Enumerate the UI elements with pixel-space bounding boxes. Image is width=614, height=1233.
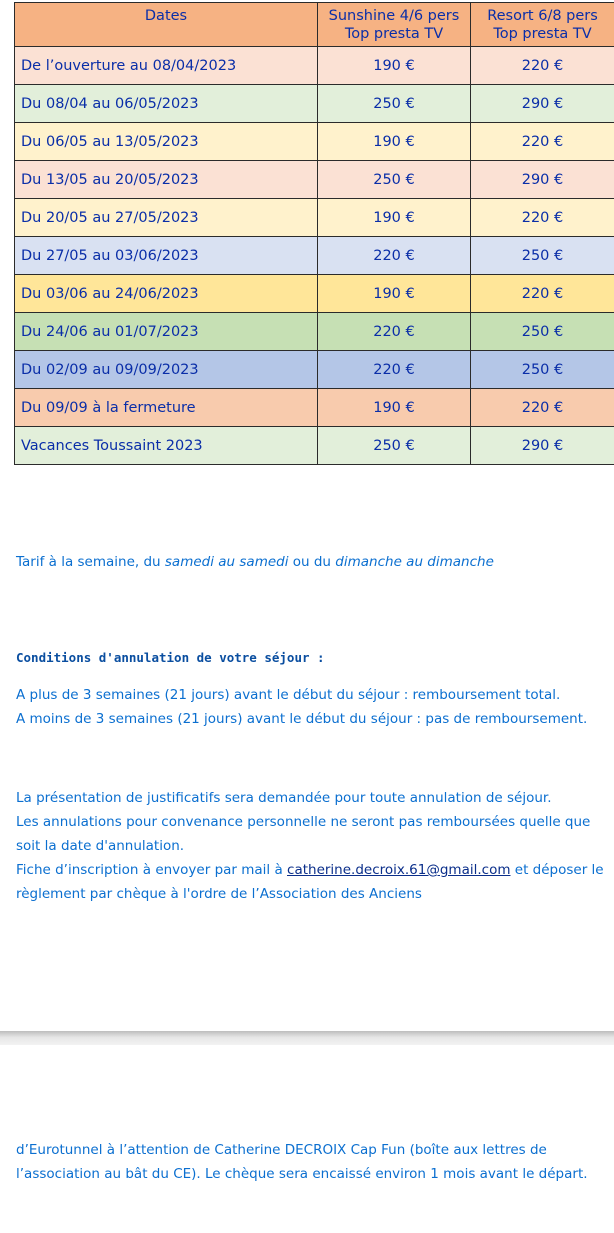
conditions-line4: Les annulations pour convenance personnelle ne seront pas remboursées quelle que soit la date d'annulation. <box>16 814 591 854</box>
conditions-title: Conditions d'annulation de votre séjour : <box>16 650 325 665</box>
cell-resort-price: 250 € <box>471 351 614 389</box>
cell-resort-price: 220 € <box>471 275 614 313</box>
table-row <box>15 85 614 123</box>
cell-dates: Du 13/05 au 20/05/2023 <box>15 161 318 199</box>
table-row <box>15 47 614 85</box>
cell-sunshine-price: 220 € <box>318 351 471 389</box>
cell-dates: Du 09/09 à la fermeture <box>15 389 318 427</box>
cell-dates: Vacances Toussaint 2023 <box>15 427 318 465</box>
cell-dates: Du 02/09 au 09/09/2023 <box>15 351 318 389</box>
cell-sunshine-price: 190 € <box>318 275 471 313</box>
table-row <box>15 237 614 275</box>
cell-sunshine-price: 250 € <box>318 85 471 123</box>
fiche-prefix: Fiche d’inscription à envoyer par mail à <box>16 862 288 878</box>
cell-sunshine-price: 220 € <box>318 237 471 275</box>
conditions-justification <box>16 786 612 858</box>
cell-resort-price: 290 € <box>471 427 614 465</box>
fiche-suffix: et déposer le règlement par chèque à l'ordre de l’Association des Anciens <box>16 862 604 902</box>
registration-instructions <box>16 858 612 906</box>
table-row <box>15 199 614 237</box>
cell-sunshine-price: 190 € <box>318 199 471 237</box>
cell-resort-price: 250 € <box>471 313 614 351</box>
conditions-line3: La présentation de justificatifs sera demandée pour toute annulation de séjour. <box>16 790 552 806</box>
cell-dates: Du 03/06 au 24/06/2023 <box>15 275 318 313</box>
conditions-line2: A moins de 3 semaines (21 jours) avant le début du séjour : pas de remboursement. <box>16 711 588 727</box>
cell-dates: Du 20/05 au 27/05/2023 <box>15 199 318 237</box>
final-paragraph: d’Eurotunnel à l’attention de Catherine DECROIX Cap Fun (boîte aux lettres de l’association au bât du CE). Le chèque sera encaissé environ 1 mois avant le départ. <box>16 1142 588 1182</box>
note-em2: dimanche au dimanche <box>335 554 494 570</box>
cell-sunshine-price: 190 € <box>318 123 471 161</box>
cell-sunshine-price: 250 € <box>318 427 471 465</box>
cell-sunshine-price: 220 € <box>318 313 471 351</box>
note-prefix: Tarif à la semaine, du <box>16 554 165 570</box>
header-sunshine-line1: Sunshine 4/6 pers <box>328 8 460 24</box>
cell-sunshine-price: 250 € <box>318 161 471 199</box>
header-resort-line1: Resort 6/8 pers <box>487 8 598 24</box>
cell-dates: Du 08/04 au 06/05/2023 <box>15 85 318 123</box>
cell-resort-price: 220 € <box>471 199 614 237</box>
weekly-rate-note <box>16 550 612 574</box>
price-table <box>14 2 614 465</box>
cell-resort-price: 250 € <box>471 237 614 275</box>
cell-dates: Du 27/05 au 03/06/2023 <box>15 237 318 275</box>
email-link[interactable]: catherine.decroix.61@gmail.com <box>287 862 511 878</box>
header-resort <box>471 3 614 47</box>
table-header-row <box>15 3 614 47</box>
table-row <box>15 123 614 161</box>
table-row <box>15 351 614 389</box>
note-mid: ou du <box>288 554 336 570</box>
cell-sunshine-price: 190 € <box>318 47 471 85</box>
cell-resort-price: 220 € <box>471 389 614 427</box>
cell-dates: De l’ouverture au 08/04/2023 <box>15 47 318 85</box>
cell-resort-price: 220 € <box>471 47 614 85</box>
header-sunshine-line2: Top presta TV <box>344 26 444 42</box>
note-em1: samedi au samedi <box>164 554 289 570</box>
cell-resort-price: 290 € <box>471 161 614 199</box>
table-row <box>15 313 614 351</box>
table-row <box>15 161 614 199</box>
conditions-line1: A plus de 3 semaines (21 jours) avant le début du séjour : remboursement total. <box>16 687 561 703</box>
cell-resort-price: 290 € <box>471 85 614 123</box>
cell-resort-price: 220 € <box>471 123 614 161</box>
header-sunshine <box>318 3 471 47</box>
header-resort-line2: Top presta TV <box>493 26 592 42</box>
cell-sunshine-price: 190 € <box>318 389 471 427</box>
header-dates: Dates <box>15 3 318 47</box>
table-row <box>15 427 614 465</box>
cell-dates: Du 24/06 au 01/07/2023 <box>15 313 318 351</box>
table-row <box>15 389 614 427</box>
cell-dates: Du 06/05 au 13/05/2023 <box>15 123 318 161</box>
conditions-refund <box>16 683 612 731</box>
table-row <box>15 275 614 313</box>
page-separator <box>0 1031 614 1045</box>
